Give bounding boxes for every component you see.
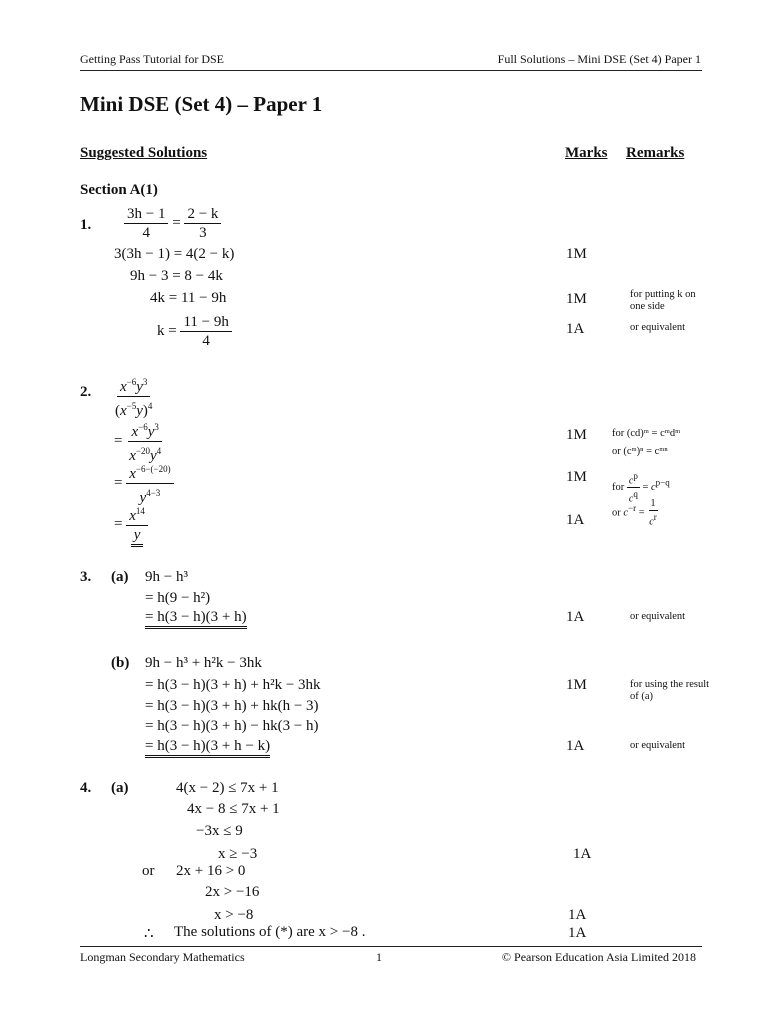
q4-mark-2: 1A [568,907,587,923]
q2-line-1: = $\frac{x^{-6}y^3}{x^{-20}y^4}$ [114,418,164,465]
question-2-number: 2. [80,384,92,400]
q4-mark-1: 1A [573,846,592,862]
footer-left: Longman Secondary Mathematics [80,950,245,964]
q1-remark-1: for putting k on one side [630,289,696,312]
question-3-number: 3. [80,569,92,585]
q1-line-3: 4k = 11 − 9h [150,290,227,306]
q1-k-numerator: 11 − 9h [180,313,231,332]
q1-rhs-numerator: 2 − k [184,205,221,224]
q4-line-4: x ≥ −3 [218,846,258,862]
remarks-heading: Remarks [626,145,685,161]
q3b-line-2: = h(3 − h)(3 + h) + h²k − 3hk [145,677,321,693]
q2-remark-2b: or $c^{-r}$ = $\frac{1}{c^r}$ [612,498,657,528]
q4-line-3: −3x ≤ 9 [196,823,243,839]
q3b-line-1: 9h − h³ + h²k − 3hk [145,655,262,671]
q1-equals: = [172,214,181,231]
q1-mark-2: 1M [566,291,587,307]
page-title: Mini DSE (Set 4) – Paper 1 [80,92,323,116]
q1-line-0 [124,205,221,242]
q4-line-5: 2x + 16 > 0 [176,863,246,879]
q1-k-denominator: 4 [202,333,210,349]
q3b-remark-1: for using the result of (a) [630,679,710,702]
q4-line-7: x > −8 [214,907,254,923]
q1-line-1: 3(3h − 1) = 4(2 − k) [114,246,235,262]
running-header-right: Full Solutions – Mini DSE (Set 4) Paper 1 [497,52,701,66]
q1-remark-2: or equivalent [630,322,686,333]
q4-conclusion: The solutions of (*) are x > −8 . [174,924,366,940]
q3b-remark-2: or equivalent [630,740,686,751]
q3a-line-3: = h(3 − h)(3 + h) [145,609,247,626]
q4-mark-3: 1A [568,925,587,941]
q1-line-4 [157,313,232,350]
solutions-heading: Suggested Solutions [80,145,208,161]
q2-mark-3: 1A [566,512,585,528]
q3a-line-1: 9h − h³ [145,569,188,585]
q4-line-2: 4x − 8 ≤ 7x + 1 [187,801,280,817]
header-rule [80,70,702,71]
q2-remark-1a: for (cd)ᵐ = cᵐdᵐ [612,428,681,439]
q3a-mark: 1A [566,609,585,625]
footer-right: © Pearson Education Asia Limited 2018 [501,950,696,964]
q2-line-3: = $\frac{x^{14}}{y}$ [114,502,148,547]
q1-mark-3: 1A [566,321,585,337]
q3a-line-2: = h(9 − h²) [145,590,211,606]
q2-line-2: = $\frac{x^{-6-(-20)}}{y^{4-3}}$ [114,460,174,507]
q4-line-6: 2x > −16 [205,884,260,900]
q4-line-1: 4(x − 2) ≤ 7x + 1 [176,780,279,796]
marks-heading: Marks [565,145,608,161]
q1-k-equals: k = [157,322,177,339]
q2-mark-1: 1M [566,427,587,443]
question-1-number: 1. [80,217,92,233]
q2-mark-2: 1M [566,469,587,485]
q3-part-b-label: (b) [111,655,130,671]
q1-rhs-denominator: 3 [199,225,207,241]
therefore-symbol: ∴ [144,926,154,942]
footer-rule [80,946,702,947]
q1-mark-1: 1M [566,246,587,262]
running-header-left: Getting Pass Tutorial for DSE [80,52,225,66]
page-number: 1 [376,950,382,964]
q3b-line-4: = h(3 − h)(3 + h) − hk(3 − h) [145,718,319,734]
q2-remark-2a: for $\frac{c^p}{c^q}$ = $c^{p-q}$ [612,471,670,505]
q3a-remark: or equivalent [630,611,686,622]
question-4-number: 4. [80,780,92,796]
q3b-mark-2: 1A [566,738,585,754]
q2-line-0: $\frac{x^{-6}y^3}{(x^{-5}y)^4}$ [112,373,155,420]
q3b-mark-1: 1M [566,677,587,693]
q1-line-2: 9h − 3 = 8 − 4k [130,268,223,284]
q3b-line-5: = h(3 − h)(3 + h − k) [145,738,270,755]
section-heading: Section A(1) [80,182,158,198]
q1-lhs-numerator: 3h − 1 [124,205,168,224]
q3-part-a-label: (a) [111,569,129,585]
q4-part-a-label: (a) [111,780,129,796]
q3b-line-3: = h(3 − h)(3 + h) + hk(h − 3) [145,698,319,714]
q2-remark-1b: or (cᵐ)ⁿ = cᵐⁿ [612,446,668,457]
q4-or: or [142,863,155,879]
q1-lhs-denominator: 4 [142,225,150,241]
